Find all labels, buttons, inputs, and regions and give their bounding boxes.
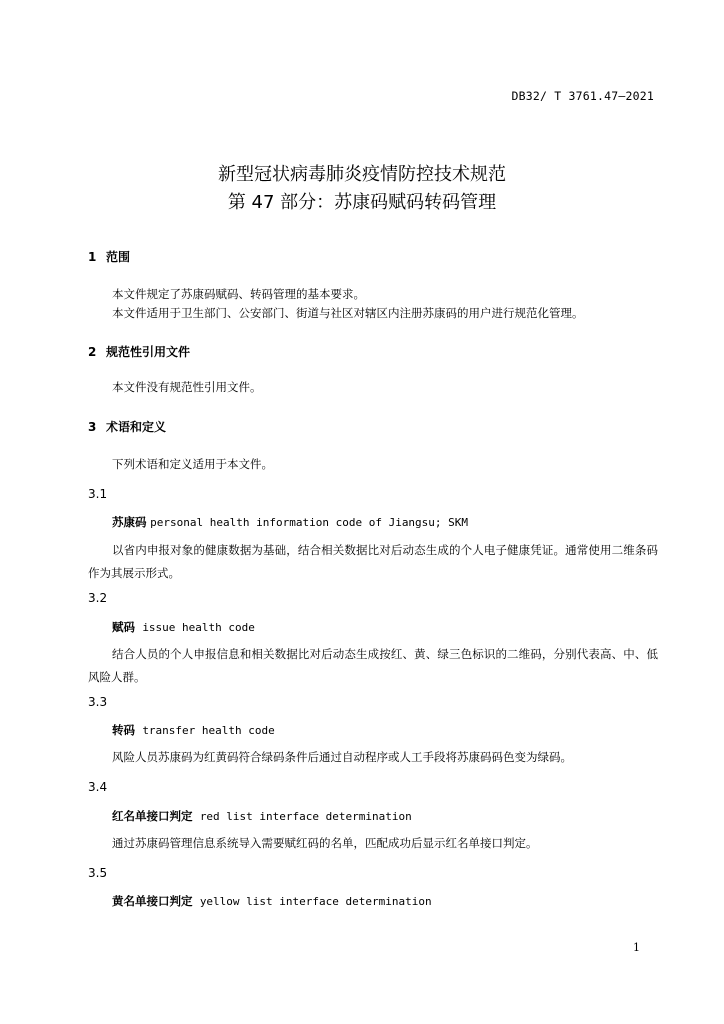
term-entry [112,808,412,824]
paragraph: 下列术语和定义适用于本文件。 [112,457,273,471]
section-number: 1 [88,250,97,264]
term-chinese: 苏康码 [112,515,147,529]
term-number: 3.1 [88,487,108,501]
term-entry [112,722,275,738]
term-english: issue health code [142,621,255,634]
section-heading-normative-references [88,343,190,360]
term-chinese: 红名单接口判定 [112,809,193,823]
term-definition: 风险人员苏康码为红黄码符合绿码条件后通过自动程序或人工手段将苏康码码色变为绿码。 [112,750,572,764]
section-title: 规范性引用文件 [106,345,191,359]
term-chinese: 黄名单接口判定 [112,894,193,908]
term-entry [112,619,255,635]
term-number: 3.5 [88,866,108,880]
term-definition: 以省内申报对象的健康数据为基础，结合相关数据比对后动态生成的个人电子健康凭证。通常使用二维条码作为其展示形式。 [88,543,658,580]
section-title: 术语和定义 [106,420,167,434]
document-title: 新型冠状病毒肺炎疫情防控技术规范 [218,164,506,185]
section-number: 2 [88,345,97,359]
term-number: 3.3 [88,695,108,709]
section-title: 范围 [106,250,131,264]
term-chinese: 转码 [112,723,135,737]
term-english: transfer health code [142,724,275,737]
section-number: 3 [88,420,97,434]
term-chinese: 赋码 [112,620,135,634]
section-heading-scope [88,248,130,265]
term-definition: 结合人员的个人申报信息和相关数据比对后动态生成按红、黄、绿三色标识的二维码，分别代表高、中、低风险人群。 [88,647,658,684]
paragraph: 本文件没有规范性引用文件。 [112,380,262,394]
page-number: 1 [633,941,640,954]
section-heading-terms [88,418,166,435]
paragraph: 本文件规定了苏康码赋码、转码管理的基本要求。 [112,287,365,301]
term-english: yellow list interface determination [199,895,432,908]
term-entry [112,514,468,530]
term-number: 3.2 [88,591,108,605]
document-subtitle: 第 47 部分：苏康码赋码转码管理 [227,192,497,213]
term-definition: 通过苏康码管理信息系统导入需要赋红码的名单，匹配成功后显示红名单接口判定。 [112,836,538,850]
paragraph: 本文件适用于卫生部门、公安部门、街道与社区对辖区内注册苏康码的用户进行规范化管理。 [112,306,584,320]
standard-code: DB32/ T 3761.47—2021 [511,89,654,103]
term-english: red list interface determination [199,810,412,823]
term-english: personal health information code of Jiangsu; SKM [150,516,469,529]
term-entry [112,893,432,909]
term-number: 3.4 [88,780,108,794]
